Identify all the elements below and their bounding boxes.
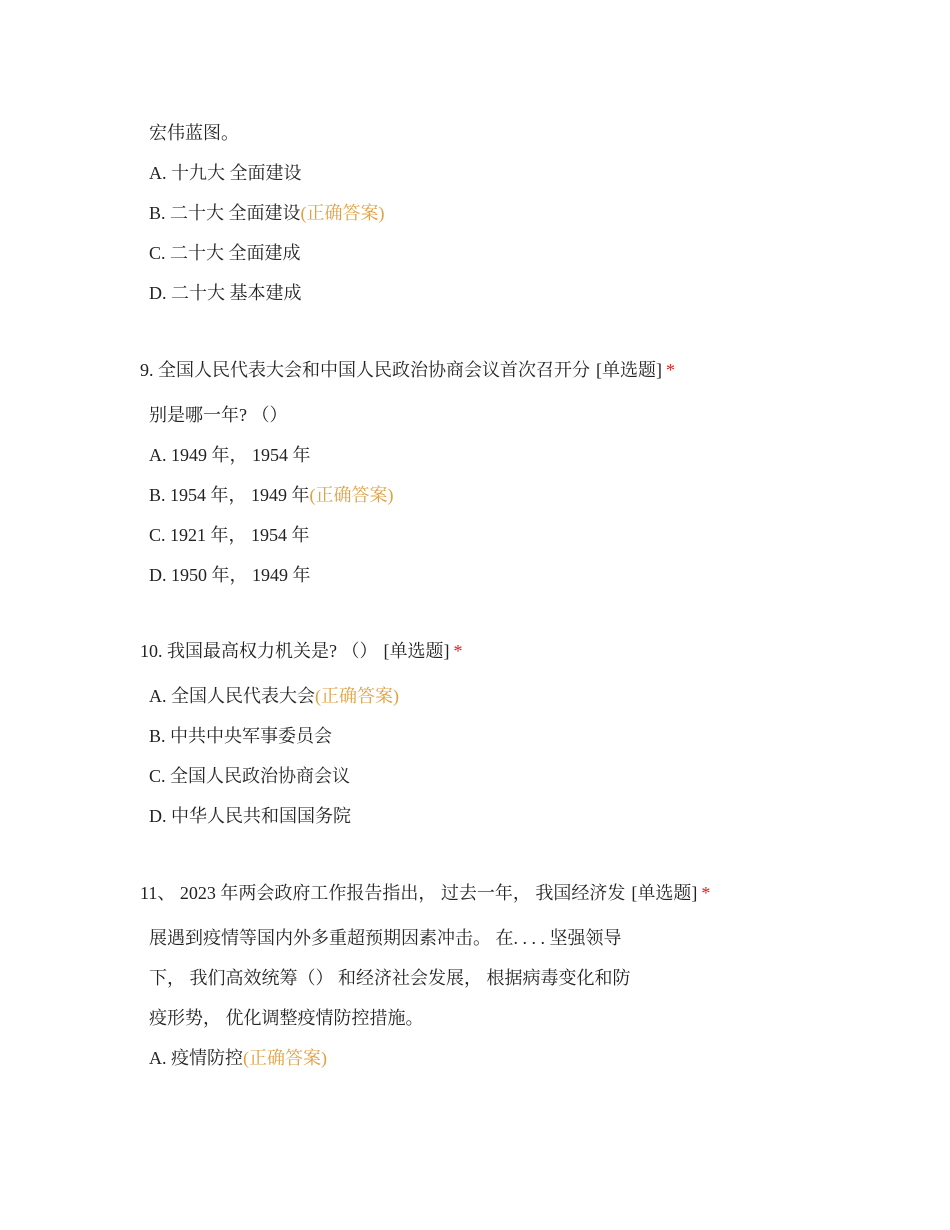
- q8-option-d[interactable]: [149, 281, 302, 305]
- q11-title-line2: 展遇到疫情等国内外多重超预期因素冲击。 在. . . . 坚强领导: [149, 928, 622, 948]
- q11-title-line3: 下， 我们高效统筹（） 和经济社会发展， 根据病毒变化和防: [149, 968, 631, 988]
- q9-option-d-label: D. 1950 年， 1949 年: [149, 565, 311, 585]
- q8-title-continuation: 宏伟蓝图。: [149, 123, 239, 143]
- q11-option-a[interactable]: [149, 1046, 327, 1070]
- q10-title: [140, 639, 463, 663]
- correct-answer-marker: (正确答案): [300, 203, 385, 223]
- correct-answer-marker: (正确答案): [309, 485, 394, 505]
- q8-option-b[interactable]: [149, 201, 385, 225]
- question-type-tag: [单选题]: [383, 641, 450, 661]
- q10-option-d-label: D. 中华人民共和国国务院: [149, 806, 351, 826]
- q9-title-text: 9. 全国人民代表大会和中国人民政治协商会议首次召开分: [140, 360, 590, 380]
- q8-option-d-label: D. 二十大 基本建成: [149, 283, 302, 303]
- question-type-tag: [单选题]: [596, 360, 662, 380]
- q11-title-line4: 疫形势， 优化调整疫情防控措施。: [149, 1008, 424, 1028]
- q10-option-a-label: A. 全国人民代表大会: [149, 686, 315, 706]
- correct-answer-marker: (正确答案): [315, 686, 399, 706]
- q11-title-text: 11、 2023 年两会政府工作报告指出， 过去一年， 我国经济发: [140, 883, 626, 903]
- q10-option-c-label: C. 全国人民政治协商会议: [149, 766, 351, 786]
- q10-option-c[interactable]: [149, 764, 350, 788]
- q11-option-a-label: A. 疫情防控: [149, 1048, 243, 1068]
- question-type-tag: [单选题]: [631, 883, 698, 903]
- q9-title: [140, 358, 675, 382]
- q9-option-b[interactable]: [149, 483, 394, 507]
- q10-option-a[interactable]: [149, 684, 399, 708]
- required-marker: *: [666, 360, 675, 380]
- q9-title-continuation: 别是哪一年? （）: [149, 405, 288, 425]
- q9-option-c[interactable]: [149, 523, 310, 547]
- q10-title-text: 10. 我国最高权力机关是? （）: [140, 641, 378, 661]
- q9-option-b-label: B. 1954 年， 1949 年: [149, 485, 310, 505]
- q9-option-c-label: C. 1921 年， 1954 年: [149, 525, 310, 545]
- q8-option-b-label: B. 二十大 全面建设: [149, 203, 301, 223]
- required-marker: *: [701, 883, 711, 903]
- q8-option-c-label: C. 二十大 全面建成: [149, 243, 301, 263]
- q10-option-b-label: B. 中共中央军事委员会: [149, 726, 333, 746]
- correct-answer-marker: (正确答案): [243, 1048, 327, 1068]
- q8-option-c[interactable]: [149, 241, 301, 265]
- q9-option-a-label: A. 1949 年， 1954 年: [149, 445, 311, 465]
- q9-option-d[interactable]: [149, 563, 311, 587]
- q8-option-a[interactable]: [149, 161, 302, 185]
- required-marker: *: [453, 641, 463, 661]
- q8-option-a-label: A. 十九大 全面建设: [149, 163, 302, 183]
- q11-title: [140, 881, 710, 905]
- q9-option-a[interactable]: [149, 443, 311, 467]
- q10-option-d[interactable]: [149, 804, 351, 828]
- q10-option-b[interactable]: [149, 724, 332, 748]
